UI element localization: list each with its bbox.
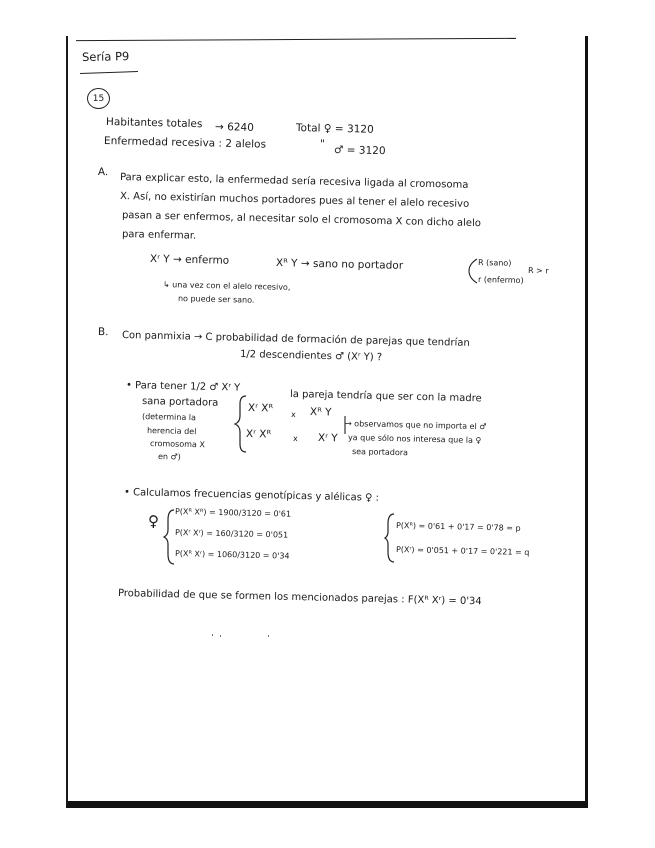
ditto-mark: " (319, 138, 325, 151)
total-male: ♂ = 3120 (333, 144, 386, 158)
bullet1-c: (determina la (141, 412, 197, 423)
bullet1-f: en ♂) (157, 452, 181, 462)
allele-R-sano: R (sano) (477, 258, 512, 268)
obs-line-1: → observamos que no importa el ♂ (344, 419, 487, 432)
genotype-1: P(Xᴿ Xᴿ) = 1900/3120 = 0'61 (174, 507, 292, 519)
female-symbol: ♀ (147, 512, 160, 531)
cross2-x: x (292, 434, 298, 444)
allele-freq-2: P(Xʳ) = 0'051 + 0'17 = 0'221 = q (395, 545, 530, 558)
habitantes-label: Habitantes totales (105, 116, 203, 131)
section-a-line-1: Para explicar esto, la enfermedad sería recesiva ligada al cromosoma (119, 172, 469, 191)
bullet2: • Calculamos frecuencias genotípicas y alélicas ♀ : (123, 487, 380, 504)
genotype-3: P(Xᴿ Xʳ) = 1060/3120 = 0'34 (174, 549, 290, 561)
couple-text: la pareja tendría que ser con la madre (289, 389, 482, 405)
notebook-page (66, 36, 588, 808)
enfermedad-label: Enfermedad recesiva : 2 alelos (103, 135, 267, 151)
xry-enfermo: Xʳ Y → enfermo (149, 253, 230, 267)
cross1-mother: Xʳ Xᴿ (247, 402, 274, 415)
cross1-father: Xᴿ Y (309, 406, 332, 419)
genotype-2: P(Xʳ Xʳ) = 160/3120 = 0'051 (174, 528, 289, 540)
obs-line-2: ya que sólo nos interesa que la ♀ (347, 433, 482, 446)
obs-line-3: sea portadora (351, 447, 409, 458)
section-b-line-1: Con panmixia → C probabilidad de formación de parejas que tendrían (121, 330, 470, 349)
cross2-mother: Xʳ Xᴿ (245, 428, 272, 441)
bullet1-d: herencia del (146, 426, 197, 437)
allele-r-enfermo: r (enfermo) (477, 275, 524, 286)
habitantes-value: → 6240 (214, 121, 254, 134)
section-a-line-3: pasan a ser enfermos, al necesitar solo el cromosoma X con dicho alelo (121, 210, 482, 230)
note-line-2: no puede ser sano. (177, 294, 255, 305)
section-a-line-4: para enfermar. (121, 229, 197, 242)
bullet1-b: sana portadora (141, 396, 219, 409)
section-a-line-2: X. Así, no existirían muchos portadores pues al tener el alelo recesivo (119, 191, 470, 210)
bullet1-e: cromosoma X (149, 439, 205, 450)
cross2-father: Xʳ Y (317, 432, 338, 445)
total-female: Total ♀ = 3120 (295, 122, 374, 136)
note-line-1: ↳ una vez con el alelo recesivo, (162, 280, 291, 292)
xRy-sano: Xᴿ Y → sano no portador (275, 257, 404, 272)
series-title: Sería P9 (81, 49, 130, 64)
section-a-letter: A. (97, 166, 109, 179)
dominance: R > r (527, 266, 549, 276)
cross1-x: x (290, 410, 296, 420)
section-b-letter: B. (97, 326, 109, 339)
final-probability: Probabilidad de que se formen los mencionados parejas : F(Xᴿ Xʳ) = 0'34 (117, 588, 482, 608)
problem-number: 15 (87, 88, 110, 109)
allele-freq-1: P(Xᴿ) = 0'61 + 0'17 = 0'78 = p (395, 521, 521, 533)
section-b-line-2: 1/2 descendientes ♂ (Xʳ Y) ? (239, 349, 383, 364)
bullet1-a: • Para tener 1/2 ♂ Xʳ Y (125, 380, 241, 394)
